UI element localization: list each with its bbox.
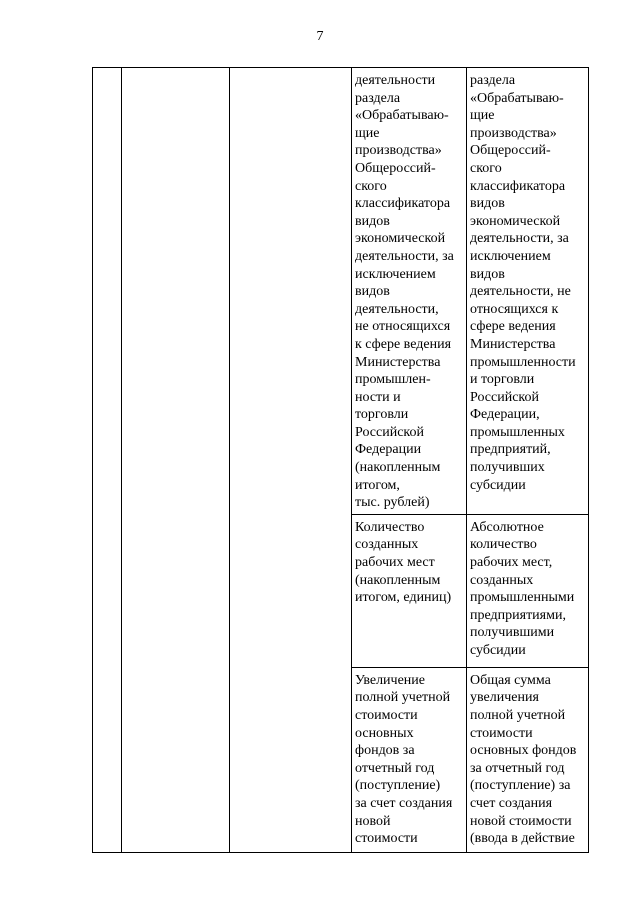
table-cell-indicator: Увеличение полной учетной стоимости основных фондов за отчетный год (поступление) за счет создания новой стоимости <box>352 667 467 852</box>
table-cell-indicator: Количество созданных рабочих мест (накопленным итогом, единиц) <box>352 514 467 667</box>
table-row <box>93 68 589 515</box>
table-cell-indicator: деятельности раздела «Обрабатываю- щие производства» Общероссий- ского классификатора видов экономической деятельности, за исключением видов деятельности, не относящихся к сфере ведения Министерства промышлен- ности и торговли Российской Федерации (накопленным итогом, тыс. рублей) <box>352 68 467 515</box>
page-number: 7 <box>316 29 324 44</box>
table-cell-col1 <box>93 68 122 853</box>
table-cell-col2 <box>122 68 230 853</box>
table-cell-description: Общая сумма увеличения полной учетной стоимости основных фондов за отчетный год (поступление) за счет создания новой стоимости (ввода в действие <box>467 667 589 852</box>
table-cell-col3 <box>230 68 352 853</box>
indicator-table <box>92 67 589 853</box>
table-cell-description: раздела «Обрабатываю- щие производства» Общероссий- ского классификатора видов экономической деятельности, за исключением видов деятельности, не относящихся к сфере ведения Министерства промышленности и торговли Российской Федерации, промышленных предприятий, получивших субсидии <box>467 68 589 515</box>
table-cell-description: Абсолютное количество рабочих мест, созданных промышленными предприятиями, получившими субсидии <box>467 514 589 667</box>
